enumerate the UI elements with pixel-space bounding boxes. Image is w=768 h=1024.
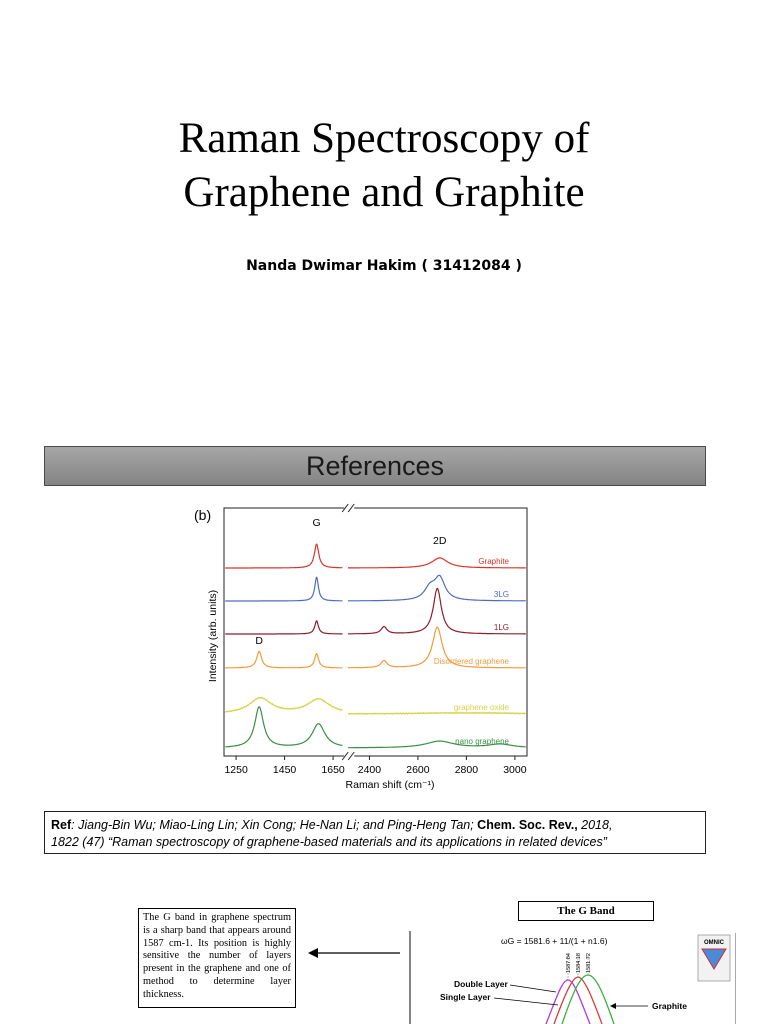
ref-label: Ref [51, 818, 72, 832]
band-label-d: D [255, 635, 263, 647]
series-line-left [225, 621, 342, 634]
series-label: 3LG [493, 590, 509, 599]
x-tick-label: 1450 [272, 764, 297, 776]
ref-title: 1822 (47) “Raman spectroscopy of graphene-based materials and its applications in related devices” [51, 835, 607, 849]
x-axis-ticks [224, 756, 526, 776]
ref-year: 2018, [577, 818, 613, 832]
series-1lg [225, 589, 526, 635]
x-tick-label: 2400 [357, 764, 382, 776]
label-graphite: Graphite [652, 1001, 687, 1011]
ref-authors: : Jiang-Bin Wu; Miao-Ling Lin; Xin Cong; He-Nan Li; and Ping-Heng Tan; [71, 818, 478, 832]
band-label-2d: 2D [433, 535, 447, 547]
series-3lg [225, 575, 526, 601]
series-label: 1LG [493, 623, 509, 632]
label-single-layer: Single Layer [440, 992, 491, 1002]
band-labels [255, 517, 447, 647]
peak-label-2: 1584.18 [576, 953, 582, 973]
peak-curve-graphite [562, 975, 614, 1024]
g-band-title: The G Band [518, 901, 654, 921]
x-tick-label: 2600 [406, 764, 430, 776]
peak-curve-double-layer [546, 980, 590, 1024]
series-line-left [225, 651, 342, 668]
peak-label-3: 1581.72 [586, 953, 592, 973]
series-label: Graphite [478, 557, 509, 566]
raman-spectra-chart [190, 498, 540, 800]
x-axis-label: Raman shift (cm⁻¹) [345, 779, 435, 791]
series-label: Disordered graphene [433, 657, 509, 666]
x-tick-label: 1650 [321, 764, 345, 776]
plot-frame [224, 502, 527, 762]
series-line-left [225, 707, 342, 747]
series-graphene-oxide [225, 698, 526, 715]
g-band-description: The G band in graphene spectrum is a sharp band that appears around 1587 cm-1. Its position is highly sensitive the number of layers present in the graphene and one of method to determine layer thickness. [138, 908, 296, 1008]
references-banner: References [44, 446, 706, 486]
series-label: nano graphene [455, 737, 509, 746]
page-title [0, 112, 768, 220]
ref-journal: Chem. Soc. Rev., [477, 818, 578, 832]
reference-citation [44, 811, 706, 854]
x-tick-label: 1250 [224, 764, 248, 776]
author-name: Nanda Dwimar Hakim ( 31412084 ) [246, 258, 522, 274]
left-arrow-icon [306, 945, 402, 961]
g-band-logo [698, 935, 730, 981]
series-line-left [225, 577, 342, 601]
x-tick-label: 2800 [454, 764, 479, 776]
series-line-right [348, 713, 526, 715]
series-label: graphene oxide [453, 703, 509, 712]
omnic-label: OMNIC [704, 940, 724, 946]
series-graphite [225, 544, 526, 568]
g-band-formula: ωG = 1581.6 + 11/(1 + n1.6) [501, 936, 608, 946]
band-label-g: G [312, 517, 321, 529]
series-line-left [225, 698, 342, 713]
x-tick-label: 3000 [503, 764, 527, 776]
title-line-2: Graphene and Graphite [183, 169, 585, 216]
spectra-series [225, 544, 526, 748]
peak-label-1: 1587.84 [566, 953, 572, 973]
panel-label: (b) [194, 507, 212, 523]
title-line-1: Raman Spectroscopy of [178, 115, 590, 162]
series-line-left [225, 544, 342, 568]
g-band-figure [406, 925, 736, 1024]
y-axis-label: Intensity (arb. units) [207, 589, 219, 683]
label-double-layer: Double Layer [454, 979, 508, 989]
